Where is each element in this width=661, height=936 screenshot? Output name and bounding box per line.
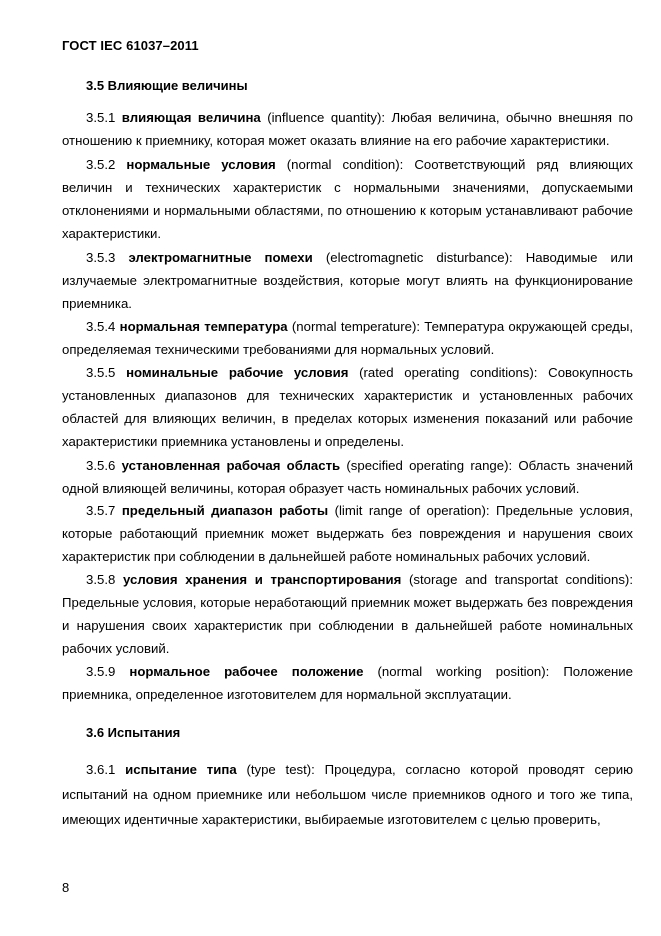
document-header: ГОСТ IEC 61037–2011 [62, 38, 199, 53]
clause-text: (type test): Процедура, согласно которой проводят серию испытаний на одном приемнике или небольшом числе приемников одного и того же типа, имеющих идентичные характеристики, выбираемые изготовителем с целью проверить, [62, 762, 633, 827]
clause-3-5-1 [62, 106, 633, 152]
clause-number: 3.5.9 [86, 664, 116, 679]
clause-number: 3.5.4 [86, 319, 116, 334]
clause-term: испытание типа [125, 762, 237, 777]
clause-number: 3.6.1 [86, 762, 116, 777]
clause-3-5-8 [62, 568, 633, 660]
clause-number: 3.5.8 [86, 572, 116, 587]
clause-3-6-1 [62, 757, 633, 832]
clause-3-5-6 [62, 454, 633, 500]
clause-number: 3.5.2 [86, 157, 116, 172]
clause-term: установленная рабочая область [121, 458, 341, 473]
clause-term: нормальное рабочее положение [129, 664, 364, 679]
clause-number: 3.5.1 [86, 110, 116, 125]
clause-text: (normal temperature): Температура окружающей среды, определяемая техническими требованиями для нормальных условий. [62, 319, 633, 357]
clause-number: 3.5.6 [86, 458, 116, 473]
clause-term: номинальные рабочие условия [126, 365, 349, 380]
clause-term: электромагнитные помехи [128, 250, 313, 265]
clause-text: (storage and transportat conditions): Предельные условия, которые неработающий приемник может выдержать без повреждения и нарушения своих характеристик при соблюдении в дальнейшей работе номинальных рабочих условий. [62, 572, 633, 656]
section-heading-3-5: 3.5 Влияющие величины [86, 78, 248, 93]
clause-term: условия хранения и транспортирования [123, 572, 402, 587]
clause-3-5-5 [62, 361, 633, 453]
clause-term: нормальные условия [126, 157, 276, 172]
clause-number: 3.5.7 [86, 503, 116, 518]
clause-3-5-9 [62, 660, 633, 706]
clause-number: 3.5.3 [86, 250, 116, 265]
page-number: 8 [62, 880, 70, 895]
clause-number: 3.5.5 [86, 365, 116, 380]
clause-text: (electromagnetic disturbance): Наводимые или излучаемые электромагнитные воздействия, которые могут влиять на функционирование приемника. [62, 250, 633, 311]
clause-3-5-2 [62, 153, 633, 245]
clause-text: (rated operating conditions): Совокупность установленных диапазонов для технических характеристик и установленных рабочих областей для влияющих величин, в пределах которых изменения показаний или рабочие характеристики приемника установлены и определены. [62, 365, 633, 449]
clause-text: (specified operating range): Область значений одной влияющей величины, которая образует часть номинальных рабочих условий. [62, 458, 633, 496]
clause-text: (normal condition): Соответствующий ряд влияющих величин и технических характеристик с нормальными значениями, допускаемыми отклонениями и нормальными областями, по отношению к которым устанавливают рабочие характеристики. [62, 157, 633, 241]
clause-3-5-3 [62, 246, 633, 315]
clause-term: предельный диапазон работы [121, 503, 329, 518]
clause-text: (normal working position): Положение приемника, определенное изготовителем для нормальной эксплуатации. [62, 664, 634, 702]
clause-term: нормальная температура [119, 319, 288, 334]
clause-text: (influence quantity): Любая величина, обычно внешняя по отношению к приемнику, которая может оказать влияние на его рабочие характеристики. [62, 110, 633, 148]
clause-3-5-4 [62, 315, 633, 361]
clause-3-5-7 [62, 499, 633, 568]
clause-text: (limit range of operation): Предельные условия, которые работающий приемник может выдержать без повреждения и нарушения своих характеристик при соблюдении в дальнейшей работе номинальных рабочих условий. [62, 503, 633, 564]
clause-term: влияющая величина [121, 110, 261, 125]
section-heading-3-6: 3.6 Испытания [86, 725, 181, 740]
